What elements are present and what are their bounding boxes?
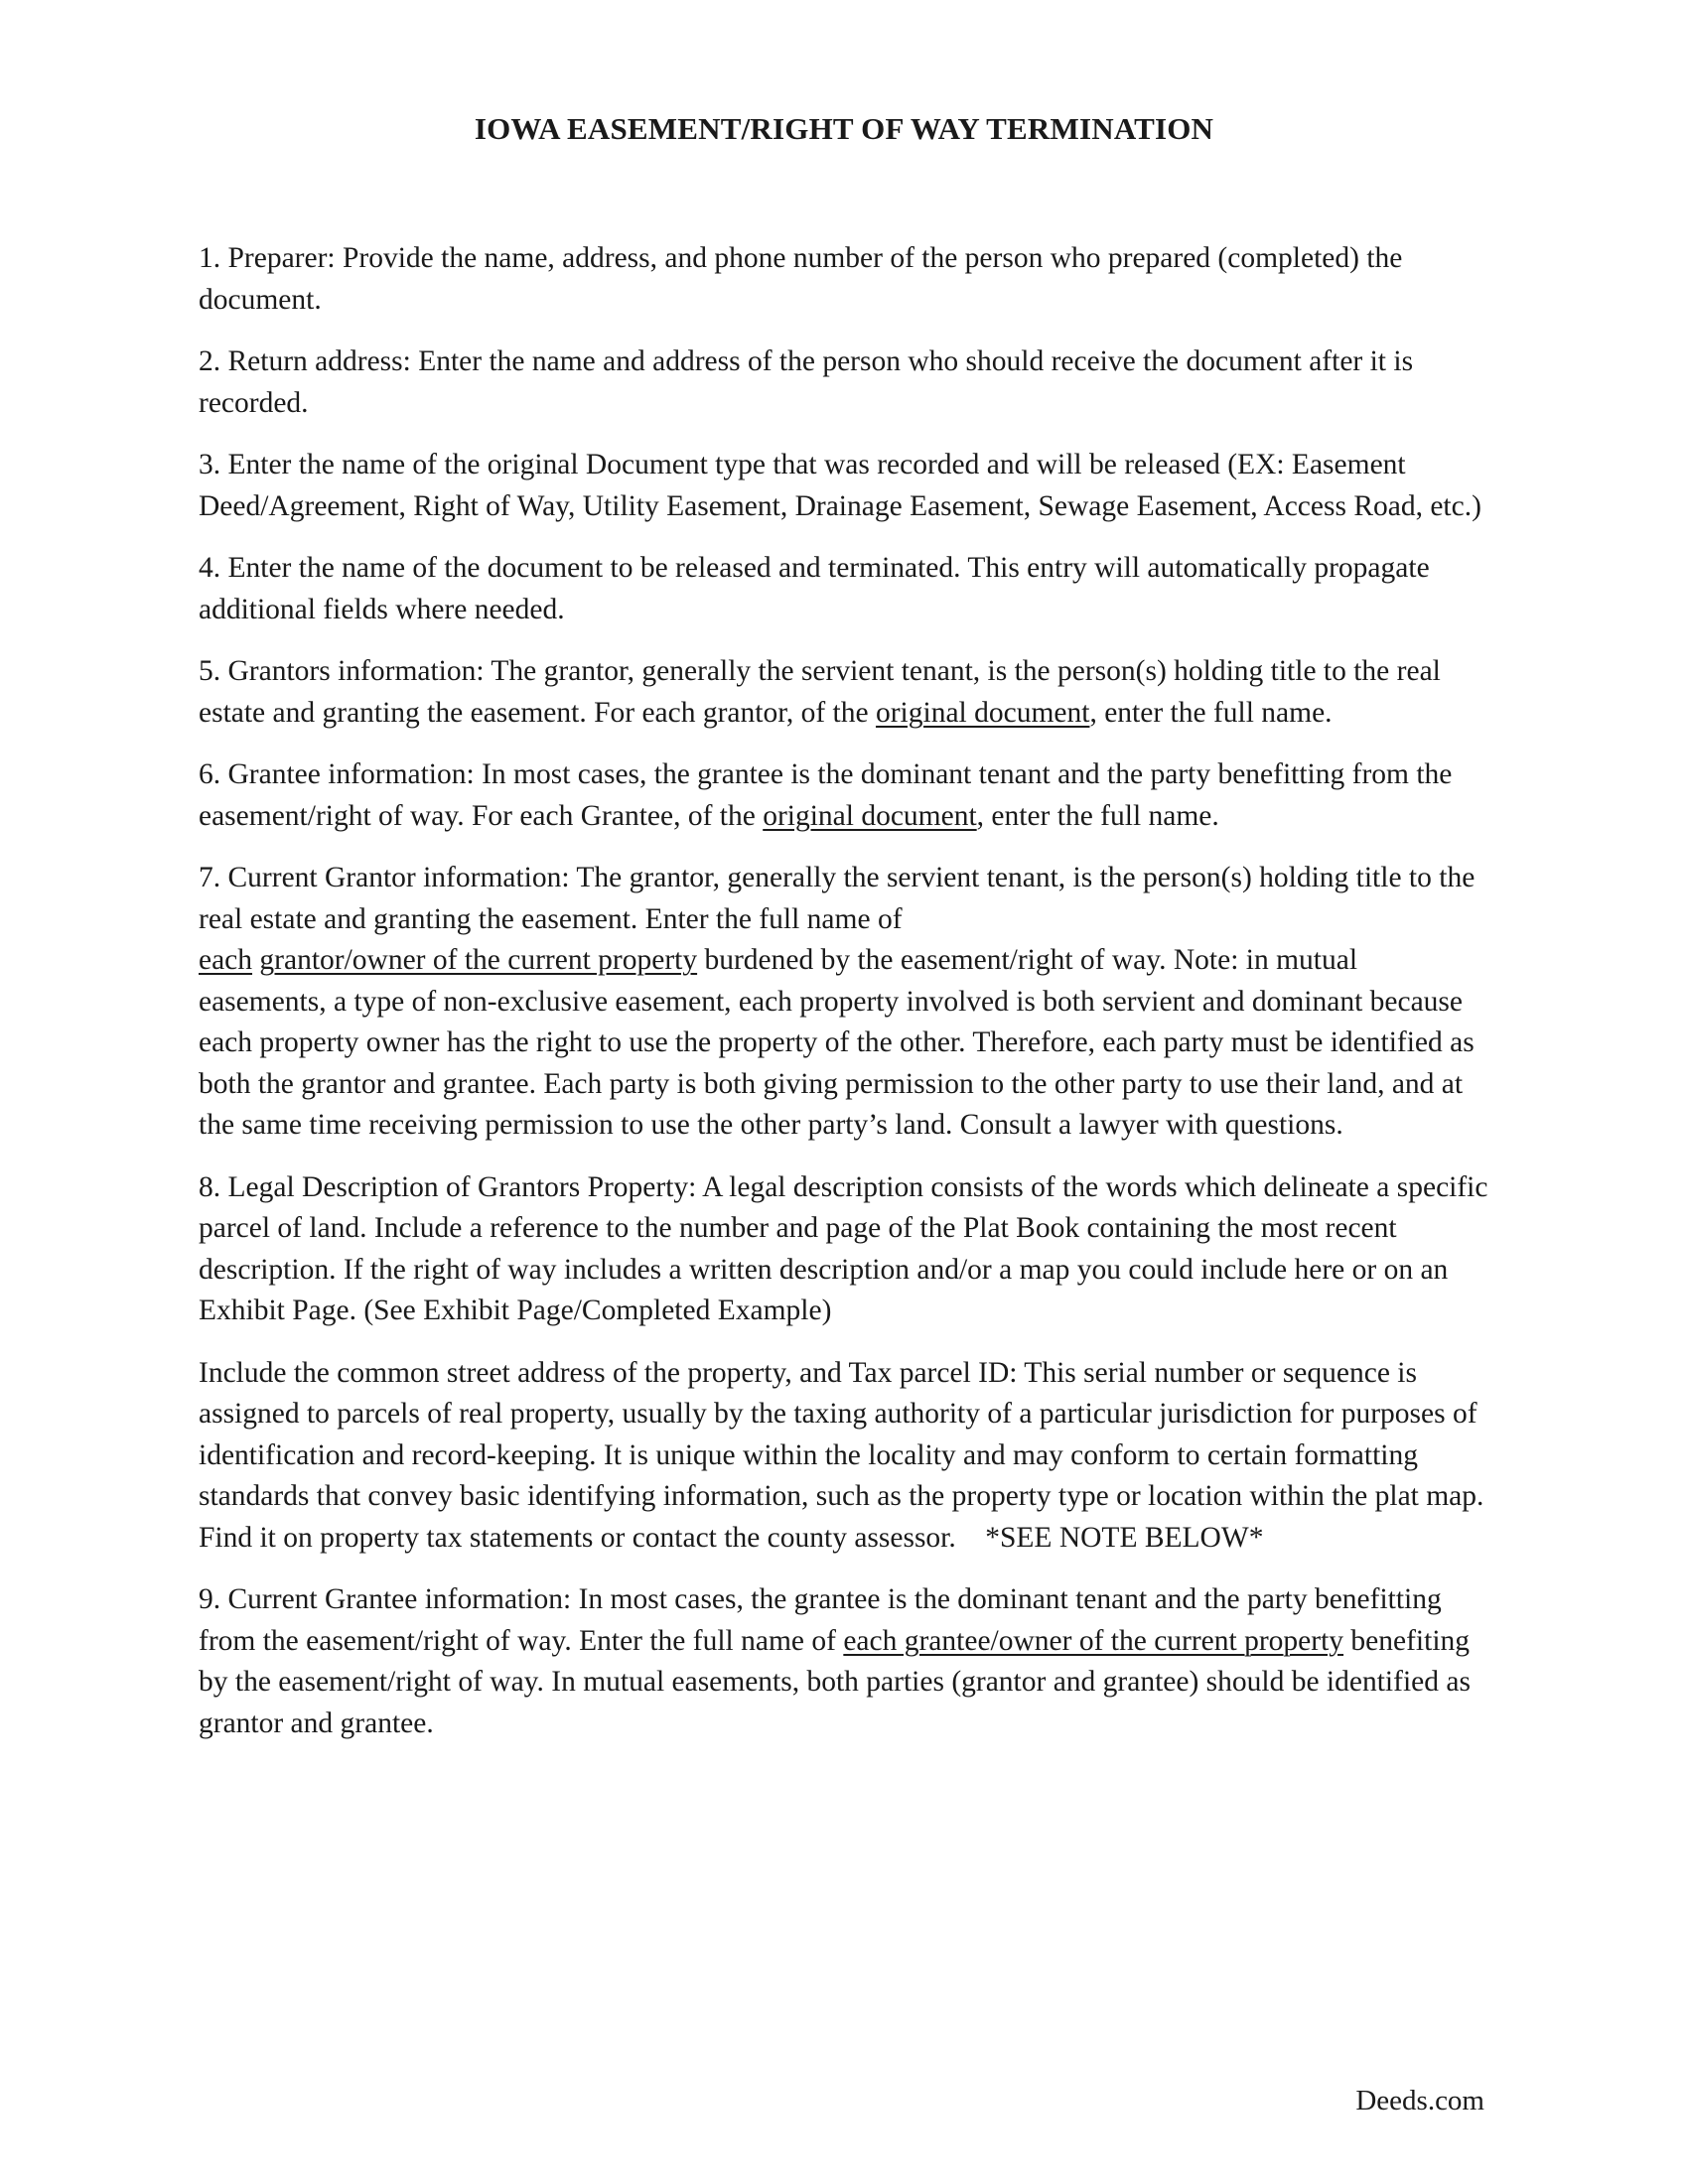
instruction-document-type (199, 445, 1489, 527)
instruction-text: benefiting by the easement/right of way. In mutual easements, both parties (grantor and grantee) should be identified as grantor and grantee. (199, 1624, 1471, 1739)
instruction-text: burdened by the easement/right of way. Note: in mutual easements, a type of non-exclusive easement, each property involved is both servient and dominant because each property owner has the right to use the property of the other. Therefore, each party must be identified as both the grantor and grantee. Each party is both giving permission to the other party to use their land, and at the same time receiving permission to use the other party’s land. Consult a lawyer with questions. (199, 944, 1475, 1141)
instruction-text: 1. Preparer: Provide the name, address, and phone number of the person who prepared (completed) the document. (199, 242, 1403, 316)
instruction-document-name (199, 548, 1489, 630)
instruction-text: 6. Grantee information: In most cases, the grantee is the dominant tenant and the party benefitting from the easement/right of way. For each Grantee, of the (199, 758, 1453, 832)
instruction-text: 8. Legal Description of Grantors Property: A legal description consists of the words which delineate a specific parcel of land. Include a reference to the number and page of the Plat Book containing the most recent description. If the right of way includes a written description and/or a map you could include here or on an Exhibit Page. (See Exhibit Page/Completed Example) (199, 1170, 1488, 1326)
underlined-term: each grantee/owner of the current property (843, 1624, 1344, 1657)
instruction-text: 4. Enter the name of the document to be released and terminated. This entry will automatically propagate additional fields where needed. (199, 552, 1430, 625)
instruction-text: 3. Enter the name of the original Document type that was recorded and will be released (EX: Easement Deed/Agreement, Right of Way, Utility Easement, Drainage Easement, Sewage Easement, Access Road, etc.) (199, 449, 1481, 522)
underlined-term: each (199, 944, 253, 976)
instruction-legal-description (199, 1167, 1489, 1332)
instructions-body (199, 238, 1489, 1765)
instruction-text: , enter the full name. (1089, 696, 1333, 729)
instruction-grantee (199, 754, 1489, 837)
instruction-text: 5. Grantors information: The grantor, generally the servient tenant, is the person(s) holding title to the real estate and granting the easement. For each grantor, of the (199, 655, 1441, 729)
underlined-term: original document (763, 799, 977, 832)
instruction-text: 9. Current Grantee information: In most cases, the grantee is the dominant tenant and the party benefitting from the easement/right of way. Enter the full name of (199, 1583, 1442, 1657)
document-title: IOWA EASEMENT/RIGHT OF WAY TERMINATION (474, 111, 1214, 146)
instruction-return-address (199, 341, 1489, 424)
underlined-term: original document (875, 696, 1090, 729)
underlined-term: grantor/owner of the current property (259, 944, 698, 976)
instruction-current-grantor (199, 858, 1489, 1147)
instruction-text: , enter the full name. (976, 799, 1219, 832)
instruction-text: 7. Current Grantor information: The grantor, generally the servient tenant, is the person(s) holding title to the real estate and granting the easement. Enter the full name of (199, 862, 1476, 935)
instruction-current-grantee (199, 1579, 1489, 1744)
instruction-street-address (199, 1353, 1489, 1560)
footer-brand: Deeds.com (1355, 2085, 1484, 2116)
instruction-text: 2. Return address: Enter the name and address of the person who should receive the document after it is recorded. (199, 345, 1414, 419)
instruction-text: Include the common street address of the property, and Tax parcel ID: This serial number or sequence is assigned to parcels of real property, usually by the taxing authority of a particular jurisdiction for purposes of identification and record-keeping. It is unique within the locality and may conform to certain formatting standards that convey basic identifying information, such as the property type or location within the plat map. Find it on property tax statements or contact the county assessor. *SEE NOTE BELOW* (199, 1356, 1491, 1554)
instruction-preparer (199, 238, 1489, 321)
instruction-grantors (199, 651, 1489, 734)
